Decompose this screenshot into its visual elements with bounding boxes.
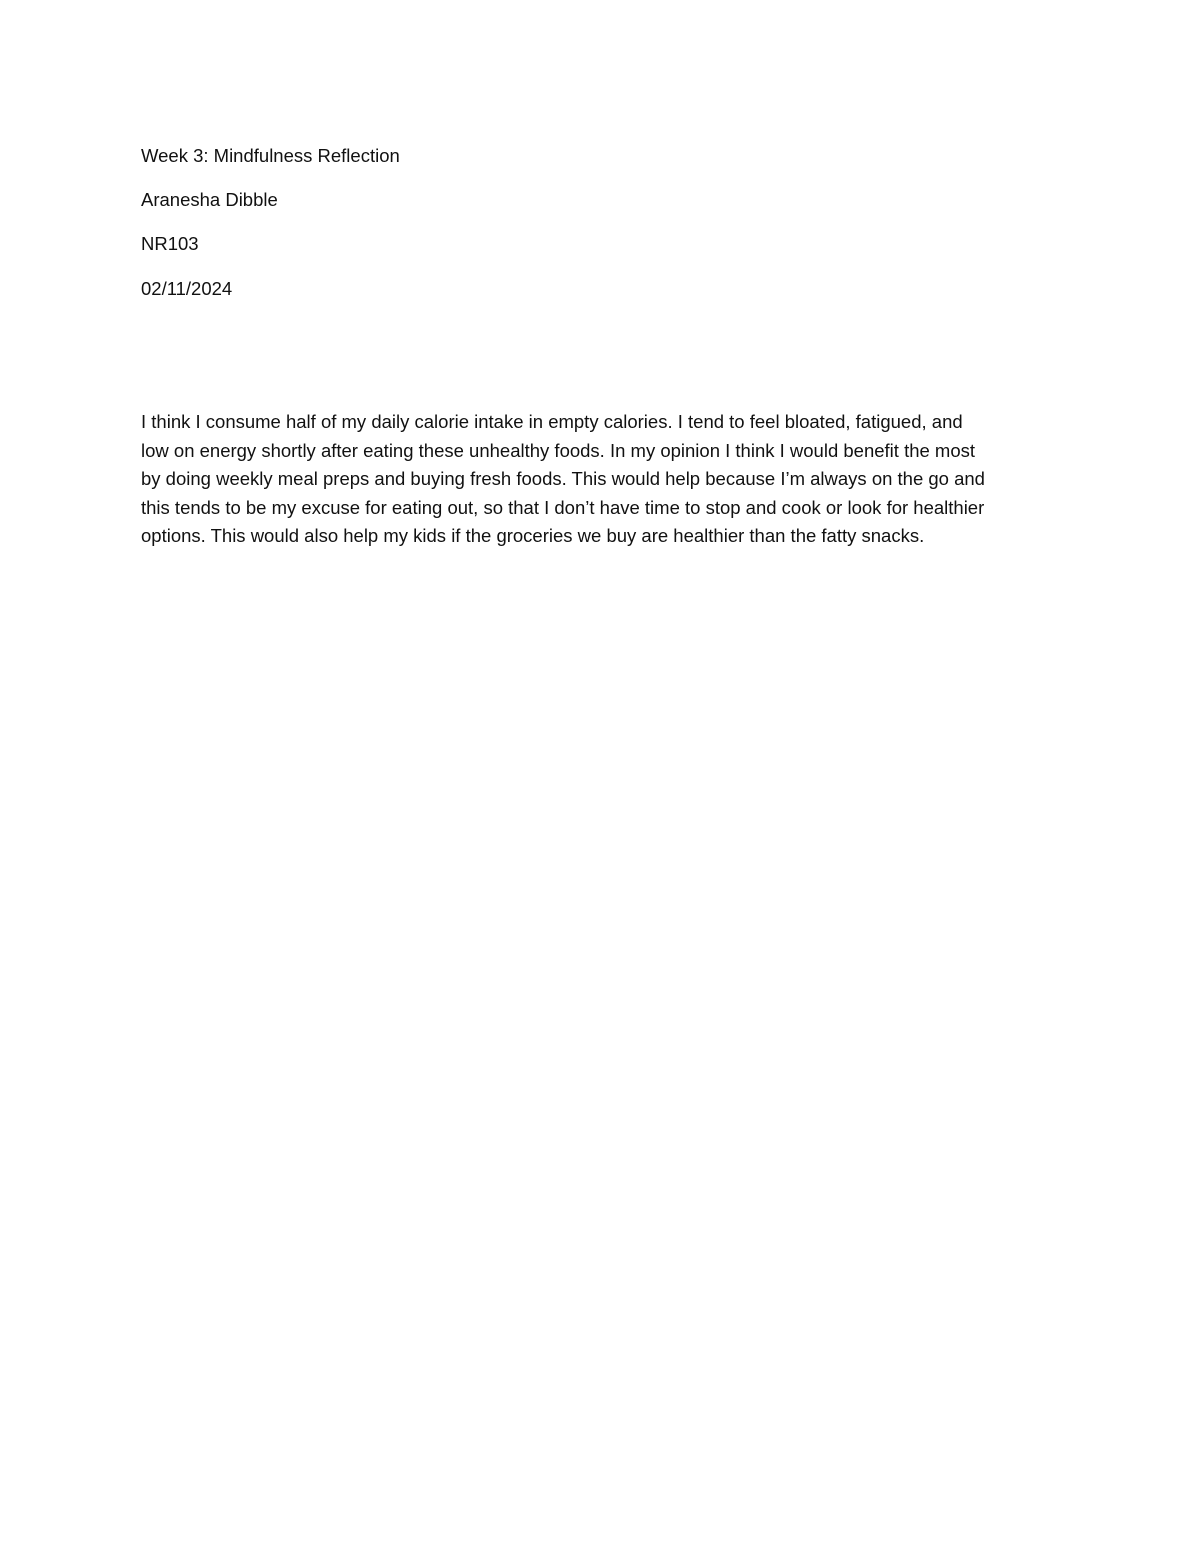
reflection-paragraph <box>141 408 1071 551</box>
paragraph-line: options. This would also help my kids if the groceries we buy are healthier than the fatty snacks. <box>141 525 925 547</box>
author-name: Aranesha Dibble <box>141 189 278 210</box>
document-title: Week 3: Mindfulness Reflection <box>141 145 400 166</box>
course-code: NR103 <box>141 233 199 254</box>
paragraph-line: by doing weekly meal preps and buying fresh foods. This would help because I’m always on the go and <box>141 468 985 490</box>
paragraph-line: this tends to be my excuse for eating out, so that I don’t have time to stop and cook or look for healthier <box>141 496 985 518</box>
paragraph-line: low on energy shortly after eating these unhealthy foods. In my opinion I think I would benefit the most <box>141 439 976 461</box>
paragraph-line: I think I consume half of my daily calorie intake in empty calories. I tend to feel bloated, fatigued, and <box>141 411 963 432</box>
document-date: 02/11/2024 <box>141 278 233 299</box>
